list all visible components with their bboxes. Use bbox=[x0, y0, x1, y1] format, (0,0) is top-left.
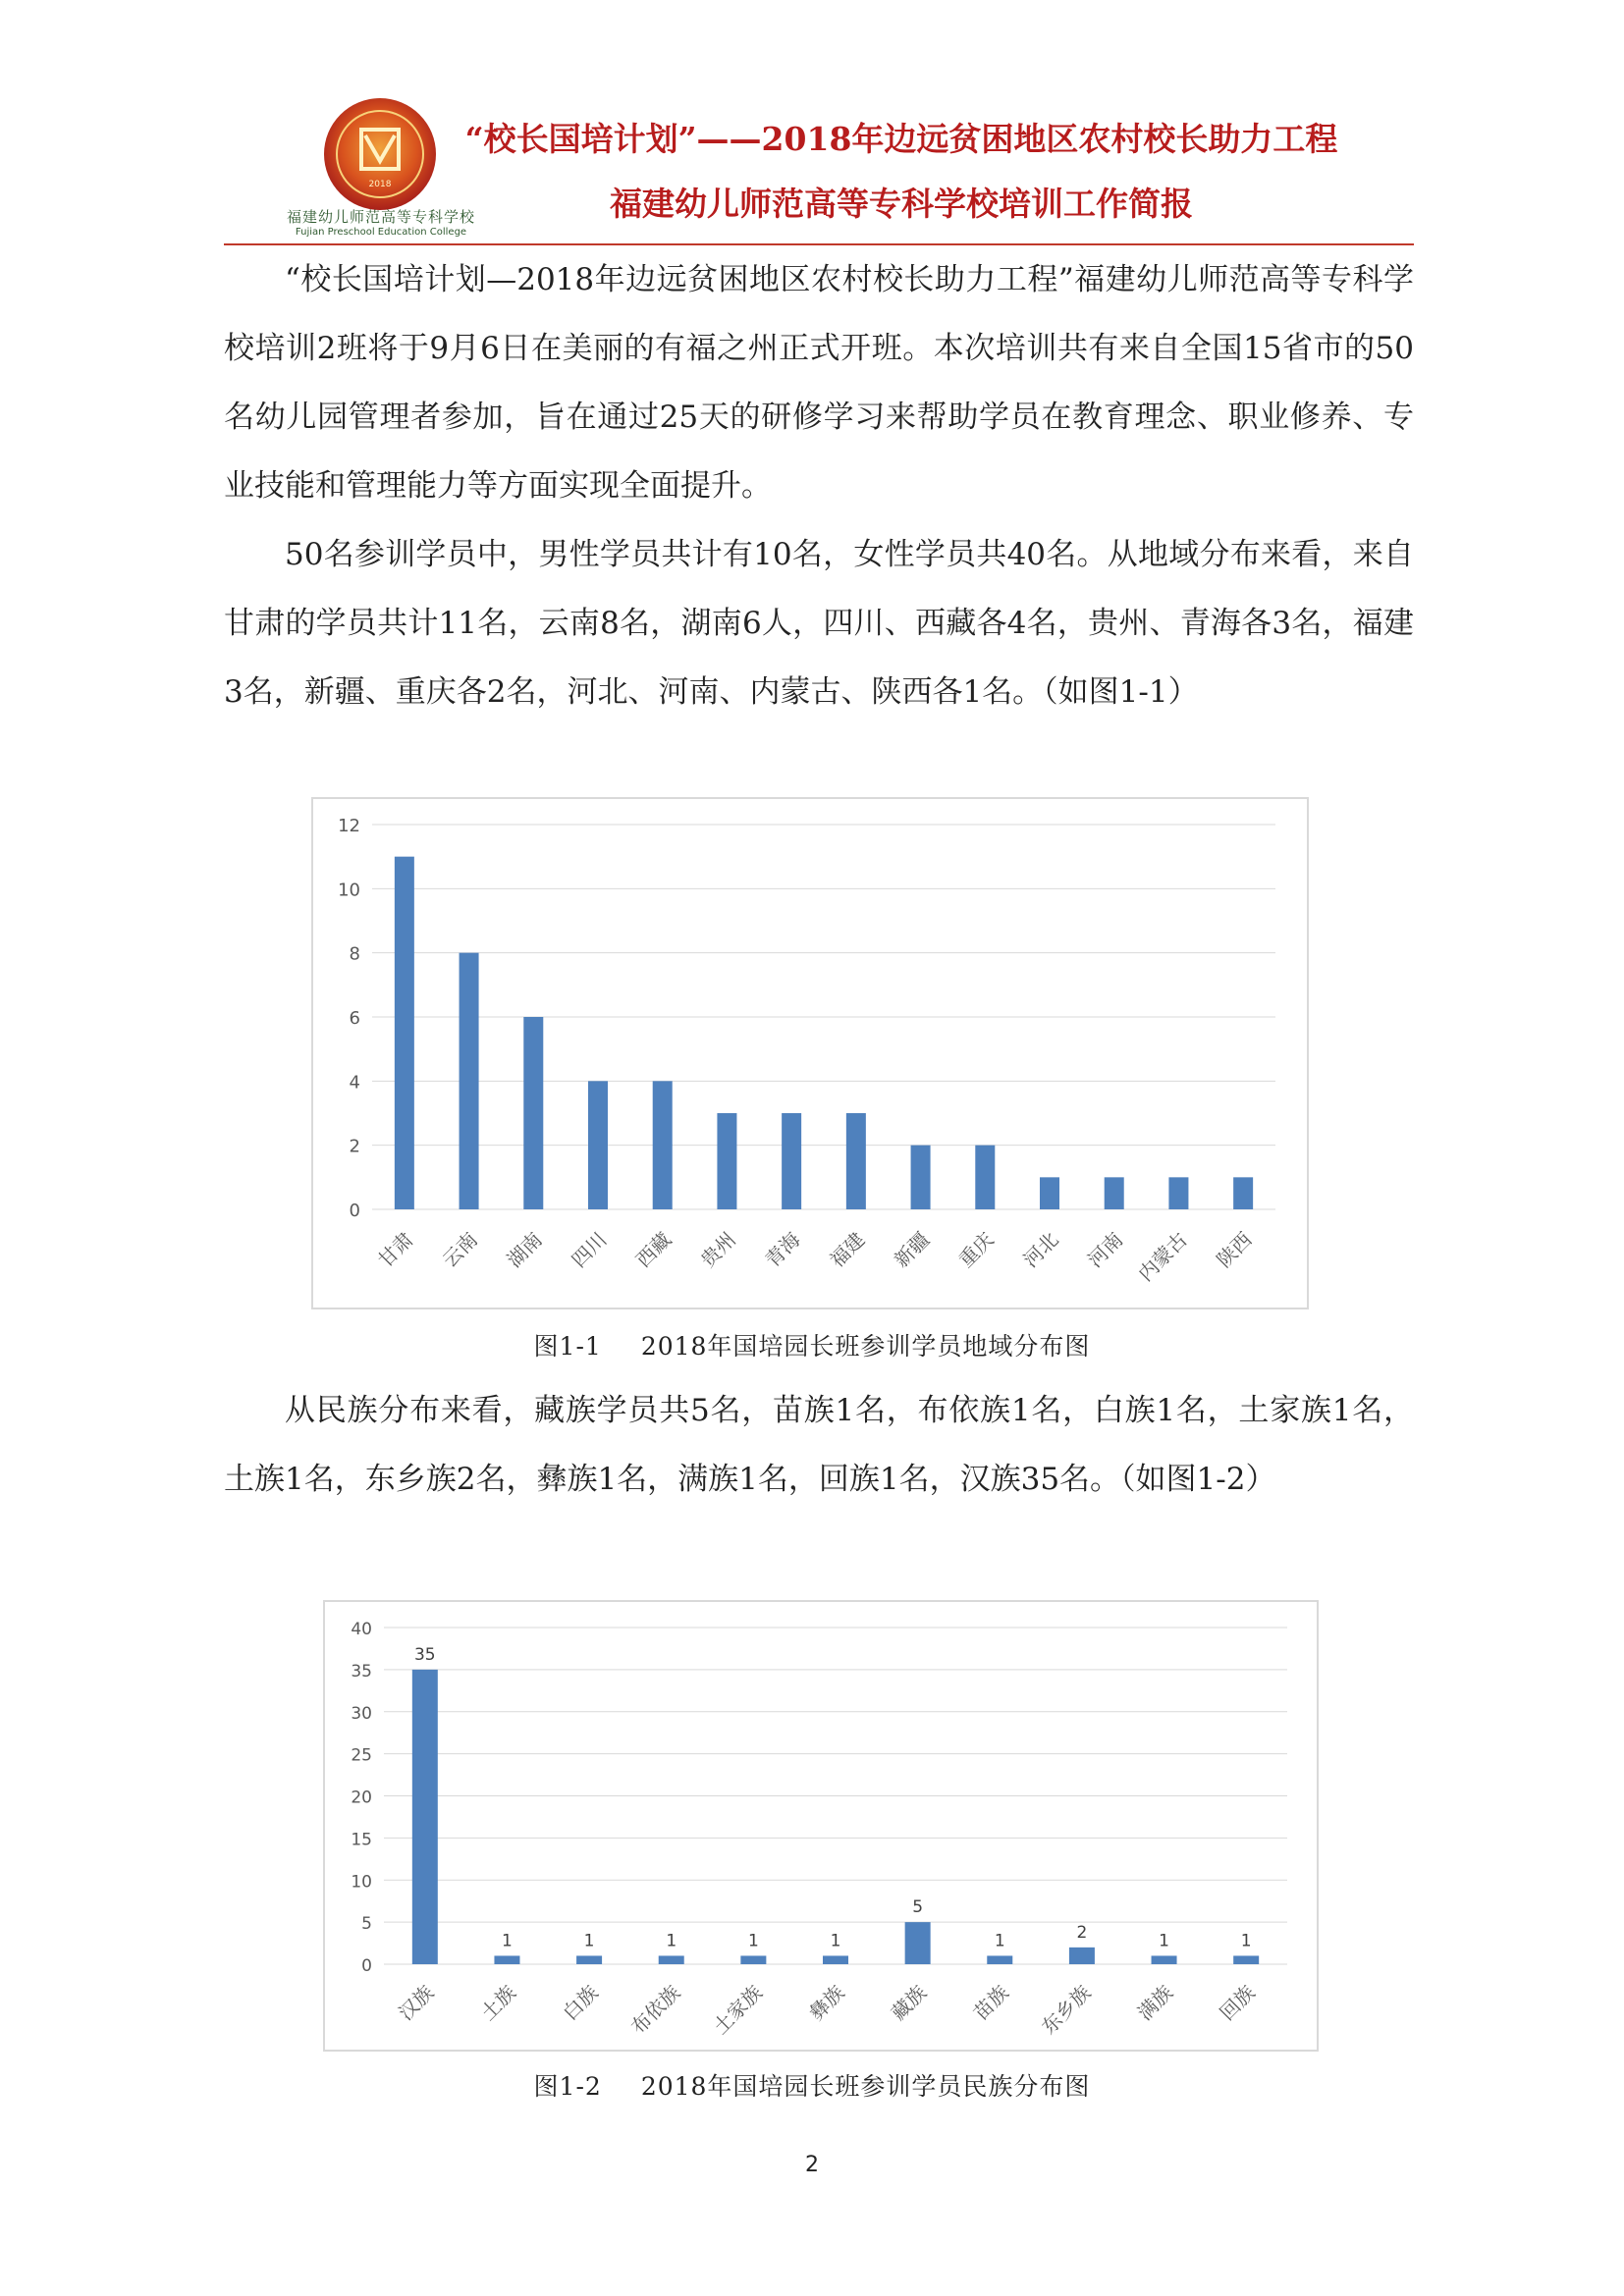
x-category-label: 河南 bbox=[1082, 1227, 1128, 1272]
y-tick-label: 6 bbox=[349, 1008, 360, 1029]
x-category-label: 西藏 bbox=[630, 1227, 677, 1272]
bar bbox=[1233, 1177, 1253, 1209]
x-category-label: 土家族 bbox=[708, 1980, 767, 2039]
bar bbox=[588, 1081, 608, 1209]
x-category-label: 东乡族 bbox=[1037, 1980, 1096, 2039]
data-label: 1 bbox=[666, 1931, 677, 1951]
figure-1-caption bbox=[0, 1327, 1624, 1362]
data-label: 1 bbox=[747, 1931, 759, 1951]
logo-caption-cn: 福建幼儿师范高等专科学校 bbox=[286, 208, 475, 226]
x-category-label: 青海 bbox=[760, 1227, 805, 1272]
bar bbox=[1168, 1177, 1188, 1209]
bar bbox=[1069, 1948, 1095, 1964]
x-category-label: 甘肃 bbox=[373, 1227, 418, 1272]
x-category-label: 四川 bbox=[567, 1227, 612, 1272]
bar bbox=[576, 1955, 602, 1964]
bar bbox=[395, 857, 414, 1209]
data-label: 2 bbox=[1076, 1922, 1088, 1943]
bar bbox=[1105, 1177, 1124, 1209]
y-tick-label: 20 bbox=[351, 1788, 372, 1808]
data-label: 1 bbox=[502, 1931, 513, 1951]
x-category-label: 贵州 bbox=[695, 1227, 740, 1272]
figure-2-text: 2018年国培园长班参训学员民族分布图 bbox=[640, 2072, 1091, 2101]
bar bbox=[653, 1081, 673, 1209]
paragraph-intro: “校长国培计划—2018年边远贫困地区农村校长助力工程”福建幼儿师范高等专科学校培训2班将于9月6日在美丽的有福之州正式开班。本次培训共有来自全国15省市的50名幼儿园管理者参加，旨在通过25天的研修学习来帮助学员在教育理念、职业修养、专业技能和管理能力等方面实现全面提升。 bbox=[224, 262, 1414, 504]
header-title-line2: 福建幼儿师范高等专科学校培训工作简报 bbox=[610, 185, 1193, 223]
y-tick-label: 0 bbox=[349, 1201, 360, 1221]
ethnicity-distribution-chart bbox=[323, 1600, 1319, 2052]
x-category-label: 陕西 bbox=[1212, 1227, 1257, 1272]
bar bbox=[987, 1955, 1012, 1964]
x-category-label: 重庆 bbox=[953, 1227, 999, 1272]
data-label: 1 bbox=[583, 1931, 595, 1951]
data-label: 35 bbox=[413, 1644, 436, 1665]
svg-text:2018: 2018 bbox=[368, 180, 392, 189]
bar bbox=[494, 1955, 519, 1964]
x-category-label: 云南 bbox=[437, 1227, 483, 1272]
x-category-label: 福建 bbox=[825, 1227, 870, 1272]
x-category-label: 新疆 bbox=[889, 1227, 935, 1272]
y-tick-label: 30 bbox=[351, 1703, 372, 1724]
paragraph-region: 50名参训学员中，男性学员共计有10名，女性学员共40名。从地域分布来看，来自甘肃的学员共计11名，云南8名，湖南6人，四川、西藏各4名，贵州、青海各3名，福建3名，新疆、重庆各2名，河北、河南、内蒙古、陕西各1名。（如图1-1） bbox=[224, 537, 1414, 710]
y-tick-label: 2 bbox=[349, 1136, 360, 1157]
college-logo-icon bbox=[322, 96, 438, 212]
data-label: 5 bbox=[912, 1897, 924, 1918]
x-category-label: 河北 bbox=[1018, 1227, 1063, 1272]
y-tick-label: 25 bbox=[351, 1745, 372, 1766]
x-category-label: 布依族 bbox=[625, 1980, 685, 2039]
figure-2-caption bbox=[0, 2067, 1624, 2103]
bar bbox=[740, 1955, 766, 1964]
x-category-label: 土族 bbox=[475, 1980, 520, 2025]
bar bbox=[460, 953, 479, 1209]
figure-1-number: 图1-1 bbox=[533, 1332, 602, 1361]
region-distribution-chart bbox=[311, 797, 1309, 1309]
y-tick-label: 12 bbox=[338, 816, 360, 836]
data-label: 1 bbox=[830, 1931, 841, 1951]
y-tick-label: 0 bbox=[361, 1956, 372, 1976]
y-tick-label: 40 bbox=[351, 1620, 372, 1639]
page-header bbox=[224, 96, 1414, 245]
x-category-label: 内蒙古 bbox=[1133, 1227, 1192, 1286]
bar bbox=[782, 1113, 801, 1209]
data-label: 1 bbox=[994, 1931, 1005, 1951]
bar bbox=[1040, 1177, 1059, 1209]
y-tick-label: 10 bbox=[351, 1872, 372, 1893]
bar bbox=[905, 1922, 931, 1964]
x-category-label: 回族 bbox=[1215, 1980, 1260, 2025]
bar bbox=[523, 1017, 543, 1209]
data-label: 1 bbox=[1159, 1931, 1169, 1951]
y-tick-label: 15 bbox=[351, 1830, 372, 1850]
logo-caption-en: Fujian Preschool Education College bbox=[295, 227, 467, 238]
figure-1-text: 2018年国培园长班参训学员地域分布图 bbox=[640, 1332, 1091, 1361]
x-category-label: 藏族 bbox=[886, 1980, 932, 2025]
bar bbox=[1152, 1955, 1177, 1964]
bar bbox=[975, 1146, 995, 1209]
header-title-line1: “校长国培计划”——2018年边远贫困地区农村校长助力工程 bbox=[464, 120, 1338, 158]
x-category-label: 彝族 bbox=[804, 1980, 849, 2025]
y-tick-label: 35 bbox=[351, 1661, 372, 1682]
bar bbox=[911, 1146, 931, 1209]
y-tick-label: 8 bbox=[349, 943, 360, 965]
paragraph-ethnicity: 从民族分布来看，藏族学员共5名，苗族1名，布依族1名，白族1名，土家族1名，土族1名，东乡族2名，彝族1名，满族1名，回族1名，汉族35名。（如图1-2） bbox=[224, 1393, 1414, 1497]
x-category-label: 满族 bbox=[1132, 1980, 1178, 2025]
y-tick-label: 4 bbox=[349, 1072, 360, 1094]
x-category-label: 汉族 bbox=[394, 1980, 439, 2025]
y-tick-label: 10 bbox=[338, 880, 360, 901]
bar bbox=[1233, 1955, 1259, 1964]
figure-2-number: 图1-2 bbox=[533, 2072, 602, 2101]
x-category-label: 苗族 bbox=[968, 1980, 1013, 2025]
x-category-label: 湖南 bbox=[502, 1227, 547, 1272]
y-tick-label: 5 bbox=[361, 1914, 372, 1935]
logo-caption bbox=[283, 206, 479, 238]
bar bbox=[846, 1113, 866, 1209]
ethnicity-chart-svg bbox=[325, 1602, 1317, 2050]
data-label: 1 bbox=[1240, 1931, 1252, 1951]
bar bbox=[659, 1955, 684, 1964]
x-category-label: 白族 bbox=[558, 1980, 603, 2025]
region-chart-svg bbox=[313, 799, 1307, 1308]
bar bbox=[717, 1113, 736, 1209]
bar bbox=[412, 1670, 438, 1964]
bar bbox=[823, 1955, 848, 1964]
page-number: 2 bbox=[805, 2153, 819, 2177]
